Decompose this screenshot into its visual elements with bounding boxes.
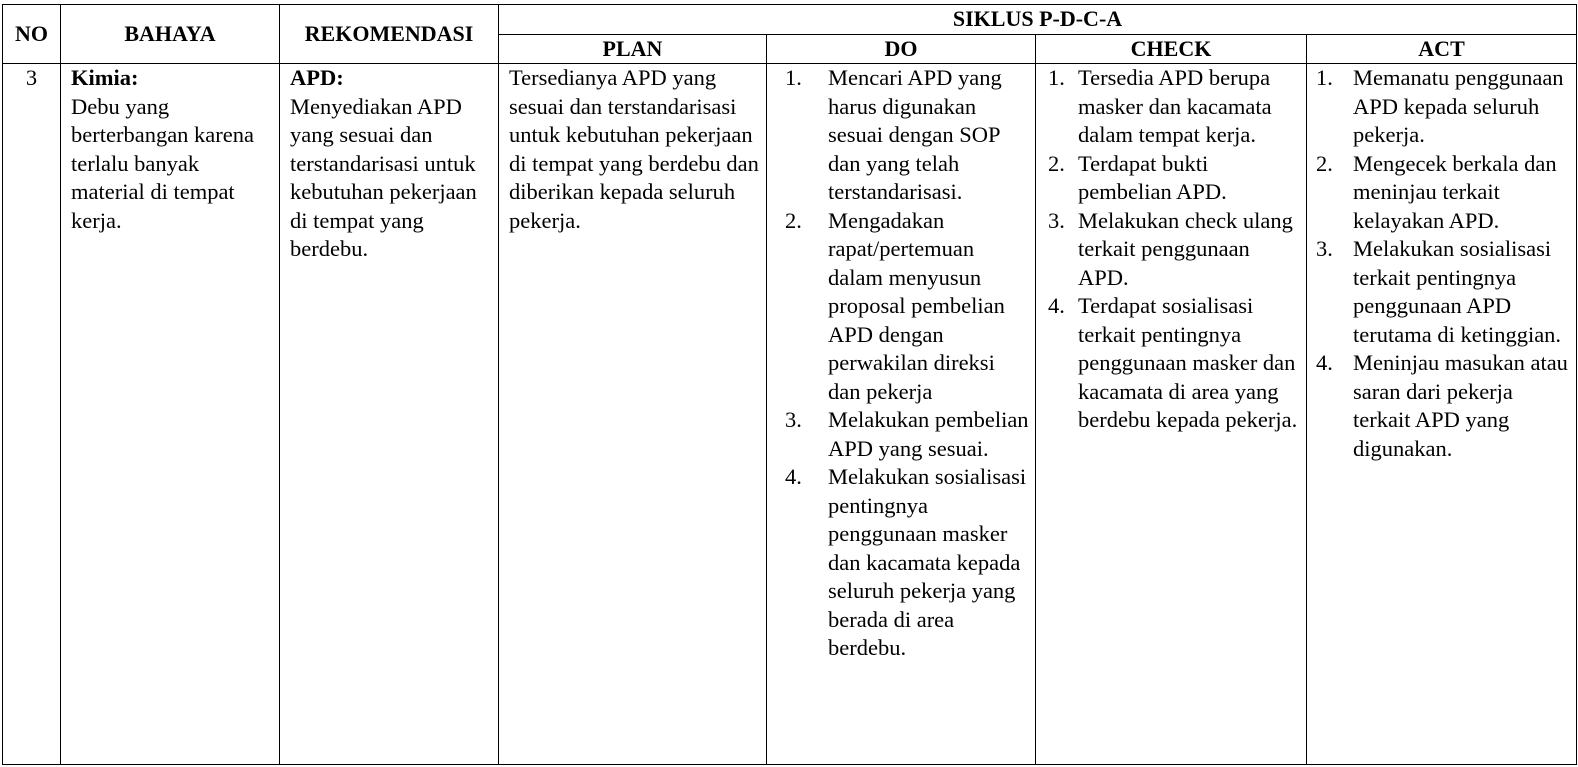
list-item-number: 3. — [1048, 207, 1065, 233]
list-item-text: Melakukan sosialisasi pentingnya penggunaan masker dan kacamata kepada seluruh pekerja yang berada di area berdebu. — [828, 464, 1027, 660]
cell-check — [1036, 64, 1307, 765]
list-item — [1307, 235, 1572, 349]
act-list — [1307, 64, 1572, 463]
cell-act — [1307, 64, 1577, 765]
list-item-text: Terdapat bukti pembelian APD. — [1078, 150, 1227, 204]
list-item-number: 1. — [785, 65, 802, 90]
header-rekomendasi: REKOMENDASI — [280, 5, 499, 64]
header-act: ACT — [1307, 34, 1577, 64]
list-item-text: Tersedia APD berupa masker dan kacamata dalam tempat kerja. — [1078, 65, 1272, 147]
list-item — [1036, 150, 1302, 207]
list-item — [1307, 64, 1572, 150]
list-item — [1036, 207, 1302, 293]
list-item — [767, 64, 1031, 207]
header-check: CHECK — [1036, 34, 1307, 64]
list-item-number: 1. — [1048, 65, 1065, 90]
bahaya-title: Kimia: — [71, 65, 139, 90]
list-item-text: Meninjau masukan atau saran dari pekerja terkait APD yang digunakan. — [1353, 350, 1568, 461]
list-item-text: Mengadakan rapat/pertemuan dalam menyusun proposal pembelian APD dengan perwakilan direksi dan pekerja — [828, 207, 1005, 404]
list-item — [767, 463, 1031, 663]
header-bahaya: BAHAYA — [61, 5, 280, 64]
list-item-text: Terdapat sosialisasi terkait pentingnya penggunaan masker dan kacamata di area yang berdebu kepada pekerja. — [1078, 293, 1298, 432]
header-no: NO — [3, 5, 61, 64]
list-item-text: Melakukan check ulang terkait penggunaan APD. — [1078, 207, 1293, 290]
list-item-text: Melakukan pembelian APD yang sesuai. — [828, 407, 1029, 461]
rekomendasi-text: Menyediakan APD yang sesuai dan terstandarisasi untuk kebutuhan pekerjaan di tempat yang berdebu. — [290, 93, 477, 261]
list-item-number: 1. — [1316, 65, 1333, 90]
header-do: DO — [767, 34, 1036, 64]
list-item-text: Mencari APD yang harus digunakan sesuai dengan SOP dan yang telah terstandarisasi. — [828, 65, 1002, 204]
list-item — [1307, 349, 1572, 463]
list-item-number: 2. — [785, 207, 802, 233]
list-item-number: 2. — [1048, 150, 1065, 176]
header-plan: PLAN — [499, 34, 767, 64]
do-list — [767, 64, 1031, 663]
cell-bahaya — [61, 64, 280, 765]
list-item — [1036, 292, 1302, 435]
list-item — [1307, 150, 1572, 236]
header-row-top — [3, 5, 1577, 35]
list-item-number: 4. — [785, 464, 802, 489]
header-siklus: SIKLUS P-D-C-A — [499, 5, 1577, 35]
list-item-number: 2. — [1316, 150, 1333, 176]
list-item-text: Melakukan sosialisasi terkait pentingnya penggunaan APD terutama di ketinggian. — [1353, 236, 1562, 347]
list-item — [1036, 64, 1302, 150]
cell-do — [767, 64, 1036, 765]
list-item-number: 3. — [785, 407, 802, 432]
list-item-number: 4. — [1316, 350, 1333, 375]
bahaya-text: Debu yang berterbangan karena terlalu banyak material di tempat kerja. — [71, 93, 255, 233]
check-list — [1036, 64, 1302, 435]
cell-plan: Tersedianya APD yang sesuai dan terstandarisasi untuk kebutuhan pekerjaan di tempat yang berdebu dan diberikan kepada seluruh pekerja. — [499, 64, 767, 765]
list-item — [767, 207, 1031, 407]
rekomendasi-title: APD: — [290, 65, 344, 90]
list-item — [767, 406, 1031, 463]
list-item-text: Mengecek berkala dan meninjau terkait kelayakan APD. — [1353, 150, 1557, 233]
pdca-table — [2, 4, 1577, 765]
list-item-text: Memanatu penggunaan APD kepada seluruh pekerja. — [1353, 65, 1564, 147]
list-item-number: 4. — [1048, 293, 1065, 318]
table-row — [3, 64, 1577, 765]
list-item-number: 3. — [1316, 236, 1333, 261]
cell-no: 3 — [3, 64, 61, 765]
cell-rekomendasi — [280, 64, 499, 765]
